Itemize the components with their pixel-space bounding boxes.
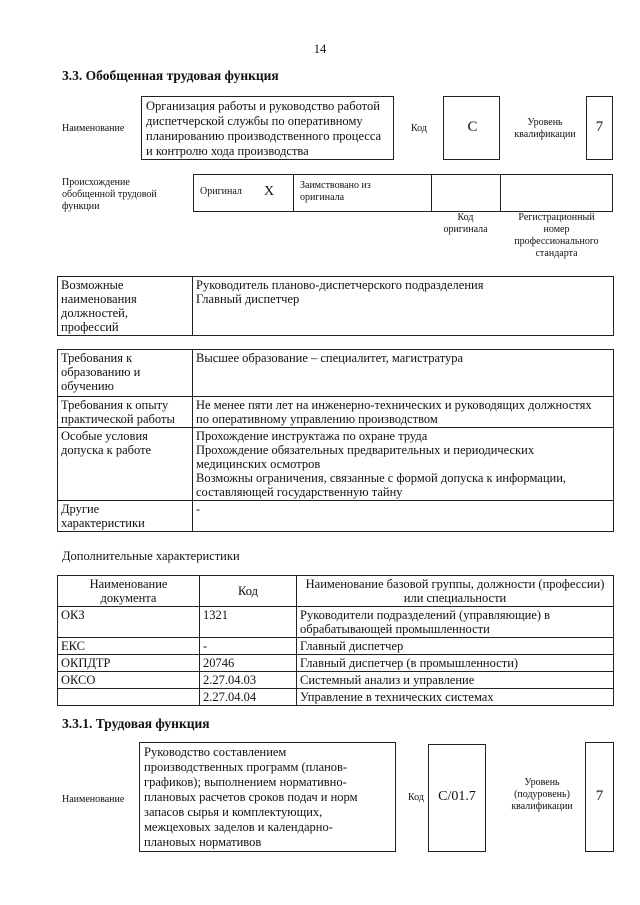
req-label — [58, 350, 193, 397]
code-label: Код — [408, 792, 424, 803]
function-name-line: графиков); выполнением нормативно- — [144, 775, 347, 789]
borrowed-line: оригинала — [300, 192, 345, 203]
req-value — [193, 428, 614, 501]
table-row — [58, 638, 614, 655]
positions-table — [57, 276, 614, 336]
caption-line: номер — [543, 224, 570, 235]
cell-line: Руководители подразделений (управляющие) в — [300, 608, 551, 622]
level-box — [586, 96, 613, 160]
header-name — [297, 576, 614, 607]
original-label: Оригинал — [200, 186, 242, 197]
origin-box — [193, 174, 613, 212]
cell-name — [297, 607, 614, 638]
cell-name: Главный диспетчер (в промышленности) — [297, 655, 614, 672]
table-row — [58, 277, 614, 336]
additional-title: Дополнительные характеристики — [62, 549, 240, 563]
header-doc — [58, 576, 200, 607]
cell-name: Главный диспетчер — [297, 638, 614, 655]
cell-line: Прохождение инструктажа по охране труда — [196, 429, 428, 443]
cell-line: профессий — [61, 320, 119, 334]
section-title: 3.3. Обобщенная трудовая функция — [62, 68, 279, 83]
cell-line: обучению — [61, 379, 114, 393]
cell-line: по оперативному управлению производством — [196, 412, 438, 426]
table-row — [58, 350, 614, 397]
cell-doc: ОКЗ — [58, 607, 200, 638]
caption-line: стандарта — [535, 248, 578, 259]
cell-line: характеристики — [61, 516, 145, 530]
cell-line: должностей, — [61, 306, 128, 320]
origin-label-line: Происхождение — [62, 177, 130, 188]
cell-code: 2.27.04.04 — [200, 689, 297, 706]
level-label-line: Уровень — [524, 777, 560, 788]
name-label: Наименование — [62, 794, 125, 805]
cell-doc — [58, 689, 200, 706]
level-label-line: Уровень — [527, 117, 563, 128]
cell-line: Высшее образование – специалитет, магистратура — [196, 351, 464, 365]
function-name-line: планированию производственного процесса — [146, 129, 382, 143]
subsection-title: 3.3.1. Трудовая функция — [62, 716, 210, 731]
cell-line: - — [196, 502, 201, 516]
caption-registration — [500, 212, 613, 260]
cell-code: 20746 — [200, 655, 297, 672]
table-row — [58, 397, 614, 428]
function-name-line: плановых нормативов — [144, 835, 262, 849]
level-box — [585, 742, 614, 852]
function-name-line: межцеховых заделов и календарно- — [144, 820, 333, 834]
code-value: C — [467, 119, 478, 135]
cell-code: 2.27.04.03 — [200, 672, 297, 689]
cell-line: Главный диспетчер — [196, 292, 300, 306]
function-name-line: плановых расчетов сроков подач и норм — [144, 790, 358, 804]
cell-doc: ОКСО — [58, 672, 200, 689]
header-line: документа — [100, 591, 157, 605]
level-label-line: (подуровень) — [514, 789, 570, 800]
requirements-table — [57, 349, 614, 532]
cell-line: Не менее пяти лет на инженерно-технических и руководящих должностях — [196, 398, 592, 412]
table-row — [58, 501, 614, 532]
cell-line: составляющей государственную тайну — [196, 485, 403, 499]
header-line: Наименование — [89, 577, 168, 591]
cell-code: - — [200, 638, 297, 655]
labor-function-name-box — [139, 742, 396, 852]
header-code: Код — [200, 576, 297, 607]
caption-line: Код — [457, 212, 474, 223]
origin-label — [62, 177, 157, 213]
req-label — [58, 428, 193, 501]
level-label-line: квалификации — [511, 801, 573, 812]
table-row — [58, 428, 614, 501]
borrowed-line: Заимствовано из — [300, 180, 371, 191]
additional-table — [57, 575, 614, 706]
original-mark: X — [264, 184, 275, 199]
function-name-line: и контролю хода производства — [146, 144, 309, 158]
code-box — [428, 744, 486, 852]
code-value: C/01.7 — [438, 789, 476, 804]
origin-label-line: функции — [62, 201, 100, 212]
page-number: 14 — [313, 42, 327, 56]
table-row — [58, 672, 614, 689]
cell-line: допуска к работе — [61, 443, 152, 457]
cell-name: Управление в технических системах — [297, 689, 614, 706]
positions-label — [58, 277, 193, 336]
function-name-line: производственных программ (планов- — [144, 760, 348, 774]
cell-doc: ОКПДТР — [58, 655, 200, 672]
function-name-line: запасов сырья и комплектующих, — [144, 805, 323, 819]
req-value — [193, 350, 614, 397]
name-label: Наименование — [62, 123, 125, 134]
table-header-row — [58, 576, 614, 607]
positions-value — [193, 277, 614, 336]
cell-code: 1321 — [200, 607, 297, 638]
code-label: Код — [411, 123, 427, 134]
table-row — [58, 655, 614, 672]
function-name-box — [141, 96, 394, 160]
function-name-line: Организация работы и руководство работой — [146, 99, 380, 113]
level-value: 7 — [595, 788, 604, 804]
table-row — [58, 607, 614, 638]
cell-line: Возможные — [61, 278, 124, 292]
origin-label-line: обобщенной трудовой — [62, 189, 157, 200]
level-label — [500, 777, 584, 813]
cell-line: медицинских осмотров — [196, 457, 321, 471]
cell-line: Особые условия — [61, 429, 148, 443]
cell-doc: ЕКС — [58, 638, 200, 655]
cell-line: Требования к опыту — [61, 398, 169, 412]
level-label-line: квалификации — [514, 129, 576, 140]
level-label — [505, 117, 585, 141]
cell-line: Возможны ограничения, связанные с формой допуска к информации, — [196, 471, 567, 485]
caption-line: оригинала — [443, 224, 488, 235]
table-row — [58, 689, 614, 706]
caption-line: Регистрационный — [518, 212, 595, 223]
cell-line: наименования — [61, 292, 137, 306]
code-box — [443, 96, 500, 160]
cell-line: Руководитель планово-диспетчерского подразделения — [196, 278, 484, 292]
function-name-line: диспетчерской службы по оперативному — [146, 114, 363, 128]
req-label — [58, 501, 193, 532]
caption-line: профессионального — [514, 236, 599, 247]
req-value — [193, 397, 614, 428]
req-value — [193, 501, 614, 532]
borrowed-label — [300, 180, 371, 204]
level-value: 7 — [595, 119, 604, 135]
caption-code-original — [431, 212, 500, 236]
cell-line: Другие — [61, 502, 100, 516]
cell-line: обрабатывающей промышленности — [300, 622, 490, 636]
header-line: или специальности — [403, 591, 507, 605]
cell-line: Прохождение обязательных предварительных и периодических — [196, 443, 535, 457]
cell-name: Системный анализ и управление — [297, 672, 614, 689]
req-label — [58, 397, 193, 428]
cell-line: практической работы — [61, 412, 175, 426]
cell-line: образованию и — [61, 365, 141, 379]
cell-line: Требования к — [61, 351, 133, 365]
header-line: Наименование базовой группы, должности (профессии) — [305, 577, 605, 591]
function-name-line: Руководство составлением — [144, 745, 287, 759]
